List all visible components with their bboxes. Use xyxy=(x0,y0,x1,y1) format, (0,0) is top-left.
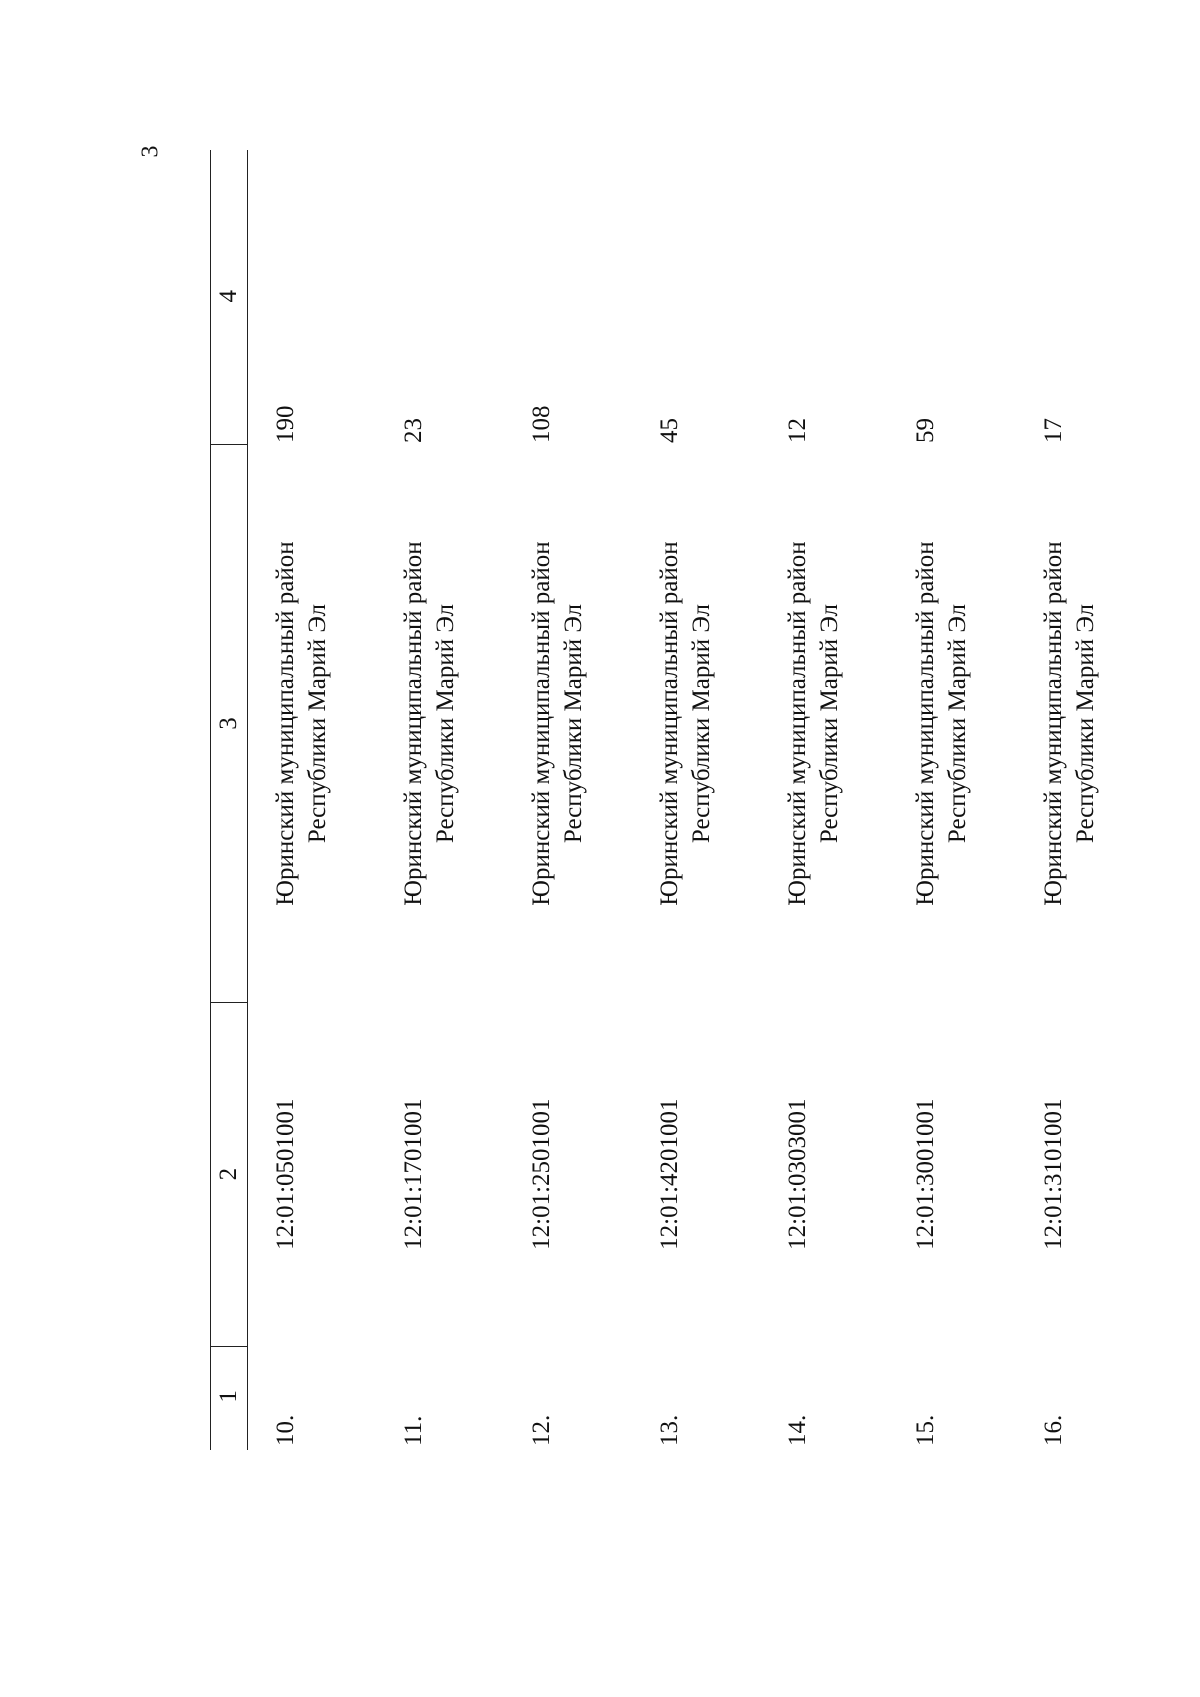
district-line-1: Юринский муниципальный район xyxy=(272,541,299,906)
cadastral-code: 12:01:1701001 xyxy=(400,1098,427,1250)
column-header-3: 3 xyxy=(211,445,248,1002)
column-header-4: 4 xyxy=(211,150,248,445)
column-header-2: 2 xyxy=(211,1002,248,1346)
column-header-1: 1 xyxy=(211,1346,248,1450)
table-row xyxy=(632,150,760,1450)
cadastral-code: 12:01:3101001 xyxy=(1040,1098,1067,1250)
table-row xyxy=(248,150,377,1450)
row-number: 16. xyxy=(1040,1414,1067,1446)
district-cell xyxy=(1016,445,1144,1002)
district-cell xyxy=(376,445,504,1002)
row-number: 13. xyxy=(656,1414,683,1446)
district-cell xyxy=(248,445,377,1002)
cadastral-code: 12:01:3001001 xyxy=(912,1098,939,1250)
count-value: 45 xyxy=(656,417,683,443)
district-line-1: Юринский муниципальный район xyxy=(912,541,939,906)
table-row xyxy=(1016,150,1144,1450)
district-line-2: Республики Марий Эл xyxy=(560,603,587,844)
district-line-1: Юринский муниципальный район xyxy=(528,541,555,906)
table-row xyxy=(504,150,632,1450)
row-number: 10. xyxy=(272,1414,299,1446)
district-line-1: Юринский муниципальный район xyxy=(784,541,811,906)
row-number: 15. xyxy=(912,1414,939,1446)
count-value: 17 xyxy=(1040,417,1067,443)
district-line-1: Юринский муниципальный район xyxy=(1040,541,1067,906)
header-row xyxy=(211,150,248,1450)
district-cell xyxy=(888,445,1016,1002)
cadastral-table xyxy=(210,150,1144,1450)
count-value: 108 xyxy=(528,405,555,443)
row-number: 12. xyxy=(528,1414,555,1446)
district-line-2: Республики Марий Эл xyxy=(304,603,331,844)
cadastral-code: 12:01:4201001 xyxy=(656,1098,683,1250)
district-line-2: Республики Марий Эл xyxy=(432,603,459,844)
row-number: 11. xyxy=(400,1415,427,1446)
count-value: 23 xyxy=(400,417,427,443)
table-row xyxy=(760,150,888,1450)
table-row xyxy=(888,150,1016,1450)
cadastral-code: 12:01:2501001 xyxy=(528,1098,555,1250)
row-number: 14. xyxy=(784,1414,811,1446)
district-cell xyxy=(632,445,760,1002)
district-line-1: Юринский муниципальный район xyxy=(400,541,427,906)
cadastral-code: 12:01:0303001 xyxy=(784,1098,811,1250)
district-line-2: Республики Марий Эл xyxy=(944,603,971,844)
rotated-table-container xyxy=(210,150,1099,1450)
district-line-2: Республики Марий Эл xyxy=(816,603,843,844)
district-cell xyxy=(760,445,888,1002)
cadastral-code: 12:01:0501001 xyxy=(272,1098,299,1250)
count-value: 59 xyxy=(912,417,939,443)
district-line-1: Юринский муниципальный район xyxy=(656,541,683,906)
count-value: 190 xyxy=(272,405,299,443)
count-value: 12 xyxy=(784,417,811,443)
page-number: 3 xyxy=(137,145,164,158)
district-line-2: Республики Марий Эл xyxy=(688,603,715,844)
district-cell xyxy=(504,445,632,1002)
table-row xyxy=(376,150,504,1450)
district-line-2: Республики Марий Эл xyxy=(1072,603,1099,844)
